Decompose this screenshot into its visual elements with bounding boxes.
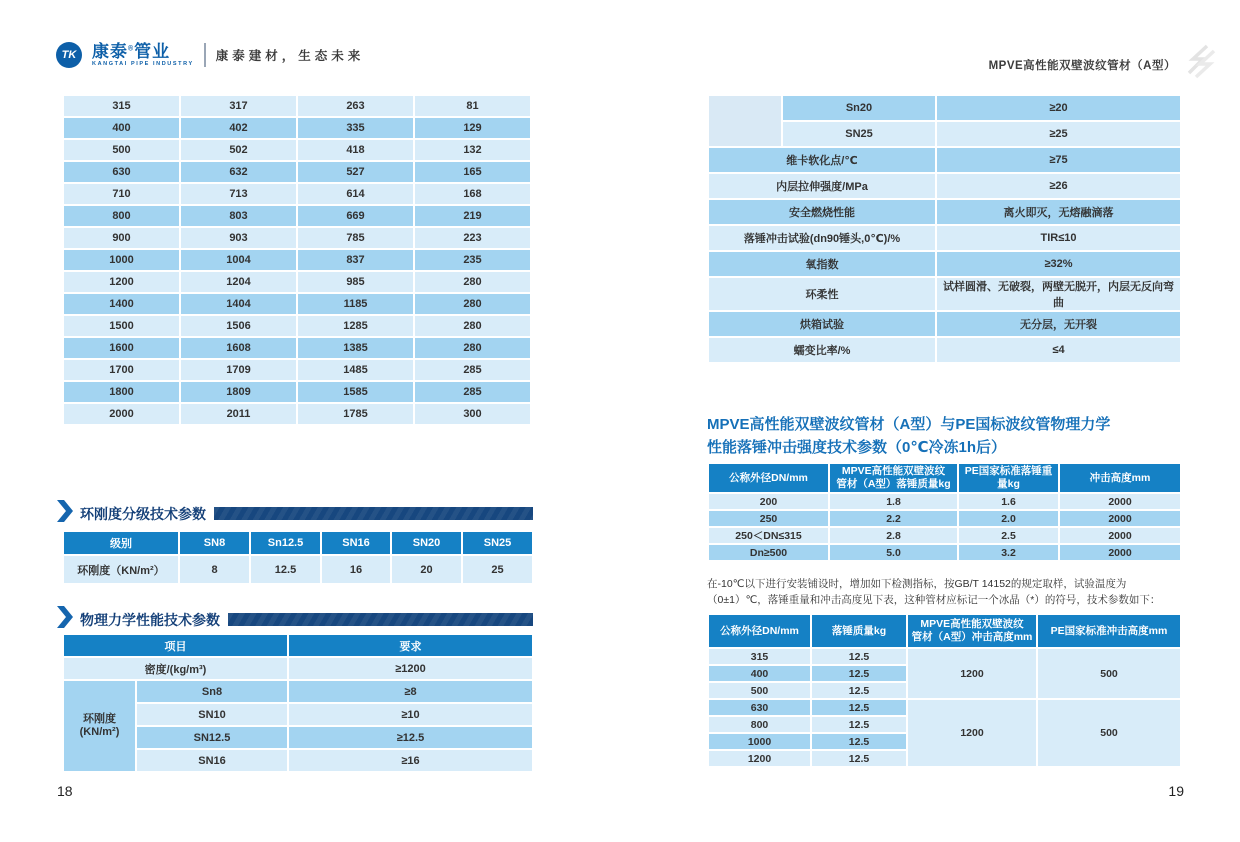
table-header-cell: SN16 [321, 531, 391, 555]
table-cell: 200 [708, 493, 829, 510]
table-cell: 400 [63, 117, 180, 139]
table-cell: Sn20 [782, 95, 936, 121]
table-cell: 密度/(kg/m³) [63, 657, 288, 680]
table-row [708, 527, 1181, 544]
table-cell: 400 [708, 665, 811, 682]
table-cell: 985 [297, 271, 414, 293]
registered-mark: ® [128, 45, 135, 53]
table-cell: 1800 [63, 381, 180, 403]
ring-stiffness-table-wrap [62, 530, 532, 585]
table-cell: 2000 [1059, 527, 1181, 544]
table-row [63, 183, 531, 205]
merged-cell-pe-height: 500 [1037, 699, 1181, 767]
table-header-cell: MPVE高性能双壁波纹 管材（A型）冲击高度mm [907, 614, 1037, 648]
table-header-cell: 级别 [63, 531, 179, 555]
table-row [63, 95, 531, 117]
table-cell: 20 [391, 555, 462, 584]
table-cell: 5.0 [829, 544, 958, 561]
table-cell: 285 [414, 359, 531, 381]
table-row [63, 117, 531, 139]
section-title: 物理力学性能技术参数 [80, 611, 220, 628]
table-cell: 1506 [180, 315, 297, 337]
section-title: 环刚度分级技术参数 [80, 505, 206, 522]
table-cell: 317 [180, 95, 297, 117]
group-label-cell: 环刚度 (KN/m²) [63, 680, 136, 772]
table-cell: 129 [414, 117, 531, 139]
table-cell: 1200 [63, 271, 180, 293]
table-cell: 1600 [63, 337, 180, 359]
table-cell: 1385 [297, 337, 414, 359]
table-cell: 710 [63, 183, 180, 205]
merged-cell-pe-height: 500 [1037, 648, 1181, 699]
table-cell: ≥8 [288, 680, 533, 703]
table-cell: 2.5 [958, 527, 1059, 544]
dimension-table-wrap [62, 94, 532, 426]
table-cell: 2.0 [958, 510, 1059, 527]
table-cell: 335 [297, 117, 414, 139]
table-cell: 630 [708, 699, 811, 716]
table-header-cell: MPVE高性能双壁波纹 管材（A型）落锤质量kg [829, 463, 958, 493]
table-cell: 500 [63, 139, 180, 161]
impact-section-title: MPVE高性能双壁波纹管材（A型）与PE国标波纹管物理力学 性能落锤冲击强度技术参数（0℃冷冻1h后） [707, 416, 1111, 456]
table-row [708, 337, 1181, 363]
group-label-cell-blank [708, 95, 782, 147]
table-cell: ≥10 [288, 703, 533, 726]
table-row [63, 205, 531, 227]
table-row [708, 311, 1181, 337]
table-cell: 3.2 [958, 544, 1059, 561]
table-cell: 500 [708, 682, 811, 699]
table-cell: ≥20 [936, 95, 1181, 121]
table-cell: 803 [180, 205, 297, 227]
chevron-right-icon [57, 500, 73, 527]
table-header-row [63, 634, 533, 657]
table-cell: 800 [708, 716, 811, 733]
table-header-cell: PE国家标准落锤重量kg [958, 463, 1059, 493]
table-row [708, 251, 1181, 277]
table-cell: 1000 [63, 249, 180, 271]
table-header-cell: 公称外径DN/mm [708, 463, 829, 493]
table-cell: 1404 [180, 293, 297, 315]
table-cell: 713 [180, 183, 297, 205]
table-cell: 烘箱试验 [708, 311, 936, 337]
table-cell: 12.5 [811, 665, 907, 682]
table-cell: 12.5 [811, 733, 907, 750]
table-cell: SN10 [136, 703, 288, 726]
table-cell: 12.5 [811, 648, 907, 665]
physical-table-continuation [707, 94, 1182, 364]
page-number-right: 19 [1168, 783, 1184, 799]
table-row [708, 147, 1181, 173]
table-cell: 280 [414, 271, 531, 293]
dimension-table [62, 94, 532, 426]
table-row [63, 337, 531, 359]
table-row [708, 699, 1181, 716]
brand-block [92, 43, 194, 68]
table-header-cell: SN25 [462, 531, 533, 555]
table-row [63, 680, 533, 703]
table-row [63, 359, 531, 381]
physical-table-wrap [62, 633, 532, 773]
table-cell: 1709 [180, 359, 297, 381]
table-cell: 280 [414, 293, 531, 315]
table-header-cell: SN20 [391, 531, 462, 555]
table-cell: 2000 [1059, 544, 1181, 561]
table-cell: 285 [414, 381, 531, 403]
table-cell: 837 [297, 249, 414, 271]
table-cell: 2000 [1059, 510, 1181, 527]
table-header-cell: 项目 [63, 634, 288, 657]
table-cell: 1500 [63, 315, 180, 337]
table-cell: ≥16 [288, 749, 533, 772]
brand-subtitle: KANGTAI PIPE INDUSTRY [92, 60, 194, 67]
table-row [63, 161, 531, 183]
table-row [708, 544, 1181, 561]
table-cell: 离火即灭，无熔融滴落 [936, 199, 1181, 225]
table-cell: 669 [297, 205, 414, 227]
table-row [708, 277, 1181, 311]
table-cell: 1.8 [829, 493, 958, 510]
table-header-cell: 公称外径DN/mm [708, 614, 811, 648]
table-cell: 614 [297, 183, 414, 205]
table-cell: 263 [297, 95, 414, 117]
table-cell: TIR≤10 [936, 225, 1181, 251]
table-cell: 502 [180, 139, 297, 161]
table-cell: 1004 [180, 249, 297, 271]
table-cell: 235 [414, 249, 531, 271]
table-cell: 1.6 [958, 493, 1059, 510]
table-cell: 1400 [63, 293, 180, 315]
impact-table-wrap [707, 462, 1180, 562]
table-cell: SN12.5 [136, 726, 288, 749]
table-cell: 1700 [63, 359, 180, 381]
table-cell: 落锤冲击试验(dn90锤头,0℃)/% [708, 225, 936, 251]
header-right [989, 44, 1216, 85]
table-cell: 2.2 [829, 510, 958, 527]
table-cell: ≥1200 [288, 657, 533, 680]
double-chevron-icon [1186, 44, 1216, 85]
table-cell: 无分层，无开裂 [936, 311, 1181, 337]
table-cell: 785 [297, 227, 414, 249]
table-cell: 165 [414, 161, 531, 183]
table-cell: 250＜DN≤315 [708, 527, 829, 544]
table-cell: 250 [708, 510, 829, 527]
table-row [63, 315, 531, 337]
table-row [708, 493, 1181, 510]
table-cell: 12.5 [250, 555, 321, 584]
table-cell: Dn≥500 [708, 544, 829, 561]
table-row [708, 225, 1181, 251]
table-cell: 903 [180, 227, 297, 249]
table-cell: 12.5 [811, 716, 907, 733]
table-cell: ≥25 [936, 121, 1181, 147]
cold-install-note: 在-10℃以下进行安装铺设时，增加如下检测指标，按GB/T 14152的规定取样，试验温度为（0±1）℃，落锤重量和冲击高度见下表，这种管材应标记一个冰晶（*）的符号，技术参数如下： [707, 578, 1161, 606]
table-cell: 12.5 [811, 682, 907, 699]
table-cell: 1204 [180, 271, 297, 293]
brand-logo-icon: TK [56, 42, 82, 68]
section-physical-header [57, 606, 533, 633]
table-cell: SN25 [782, 121, 936, 147]
table-row [708, 510, 1181, 527]
page-number-left: 18 [57, 783, 73, 799]
table-cell: 402 [180, 117, 297, 139]
header-divider [204, 43, 206, 67]
table-cell: 1809 [180, 381, 297, 403]
table-cell: 315 [708, 648, 811, 665]
table-row [63, 555, 533, 584]
table-cell: 300 [414, 403, 531, 425]
physical-table-cont-wrap [707, 94, 1180, 364]
table-row [63, 227, 531, 249]
table-cell: 1585 [297, 381, 414, 403]
table-cell: 环柔性 [708, 277, 936, 311]
table-row [708, 95, 1181, 121]
table-header-cell: 冲击高度mm [1059, 463, 1181, 493]
table-row [63, 271, 531, 293]
table-cell: 12.5 [811, 750, 907, 767]
table-cell: 315 [63, 95, 180, 117]
table-cell: 2011 [180, 403, 297, 425]
table-cell: 418 [297, 139, 414, 161]
table-cell: ≥12.5 [288, 726, 533, 749]
ring-stiffness-table [62, 530, 534, 585]
table-cell: 12.5 [811, 699, 907, 716]
table-cell: 1785 [297, 403, 414, 425]
table-row [63, 657, 533, 680]
brand-name: 康泰®管业 [92, 41, 171, 61]
section-title-bar [228, 613, 533, 626]
table-cell: 800 [63, 205, 180, 227]
physical-table [62, 633, 534, 773]
table-row [63, 403, 531, 425]
chevron-right-icon [57, 606, 73, 633]
table-cell: 1608 [180, 337, 297, 359]
table-row [63, 293, 531, 315]
cold-impact-table-wrap [707, 613, 1180, 768]
table-header-cell: 落锤质量kg [811, 614, 907, 648]
section-title-bar [214, 507, 533, 520]
table-cell: 蠕变比率/% [708, 337, 936, 363]
table-header-cell: Sn12.5 [250, 531, 321, 555]
table-header-row [708, 614, 1181, 648]
table-cell: ≥75 [936, 147, 1181, 173]
table-cell: ≥26 [936, 173, 1181, 199]
table-header-cell: 要求 [288, 634, 533, 657]
brand-slogan: 康泰建材，生态未来 [215, 49, 365, 63]
table-row [708, 648, 1181, 665]
table-cell: 2000 [1059, 493, 1181, 510]
table-cell: 1285 [297, 315, 414, 337]
merged-cell-mpve-height: 1200 [907, 648, 1037, 699]
table-row [708, 199, 1181, 225]
table-cell: 2.8 [829, 527, 958, 544]
table-cell: ≤4 [936, 337, 1181, 363]
table-cell: 1200 [708, 750, 811, 767]
table-cell: ≥32% [936, 251, 1181, 277]
table-cell: 1185 [297, 293, 414, 315]
header-left [56, 42, 364, 68]
table-cell: 223 [414, 227, 531, 249]
table-row [63, 381, 531, 403]
table-cell: 219 [414, 205, 531, 227]
table-cell: 280 [414, 315, 531, 337]
table-cell: 环刚度（KN/m²） [63, 555, 179, 584]
table-cell: 25 [462, 555, 533, 584]
table-cell: 900 [63, 227, 180, 249]
table-cell: 1485 [297, 359, 414, 381]
table-cell: 81 [414, 95, 531, 117]
table-cell: 8 [179, 555, 250, 584]
table-header-row [63, 531, 533, 555]
table-cell: SN16 [136, 749, 288, 772]
table-cell: 安全燃烧性能 [708, 199, 936, 225]
page-title: MPVE高性能双壁波纹管材（A型） [988, 59, 1176, 72]
table-header-cell: SN8 [179, 531, 250, 555]
table-header-cell: PE国家标准冲击高度mm [1037, 614, 1181, 648]
table-cell: 280 [414, 337, 531, 359]
table-row [63, 139, 531, 161]
section-ring-stiffness-header [57, 500, 533, 527]
table-cell: 2000 [63, 403, 180, 425]
table-cell: 1000 [708, 733, 811, 750]
table-header-row [708, 463, 1181, 493]
table-row [708, 173, 1181, 199]
dimension-table-body [63, 95, 531, 425]
table-cell: 632 [180, 161, 297, 183]
table-cell: 试样圆滑、无破裂，两壁无脱开，内层无反向弯曲 [936, 277, 1181, 311]
table-cell: 维卡软化点/℃ [708, 147, 936, 173]
table-row [63, 249, 531, 271]
table-cell: 527 [297, 161, 414, 183]
table-cell: 16 [321, 555, 391, 584]
table-cell: 168 [414, 183, 531, 205]
table-cell: 630 [63, 161, 180, 183]
cold-impact-table [707, 613, 1182, 768]
table-cell: 内层拉伸强度/MPa [708, 173, 936, 199]
merged-cell-mpve-height: 1200 [907, 699, 1037, 767]
table-cell: Sn8 [136, 680, 288, 703]
impact-table [707, 462, 1182, 562]
table-cell: 氧指数 [708, 251, 936, 277]
table-cell: 132 [414, 139, 531, 161]
